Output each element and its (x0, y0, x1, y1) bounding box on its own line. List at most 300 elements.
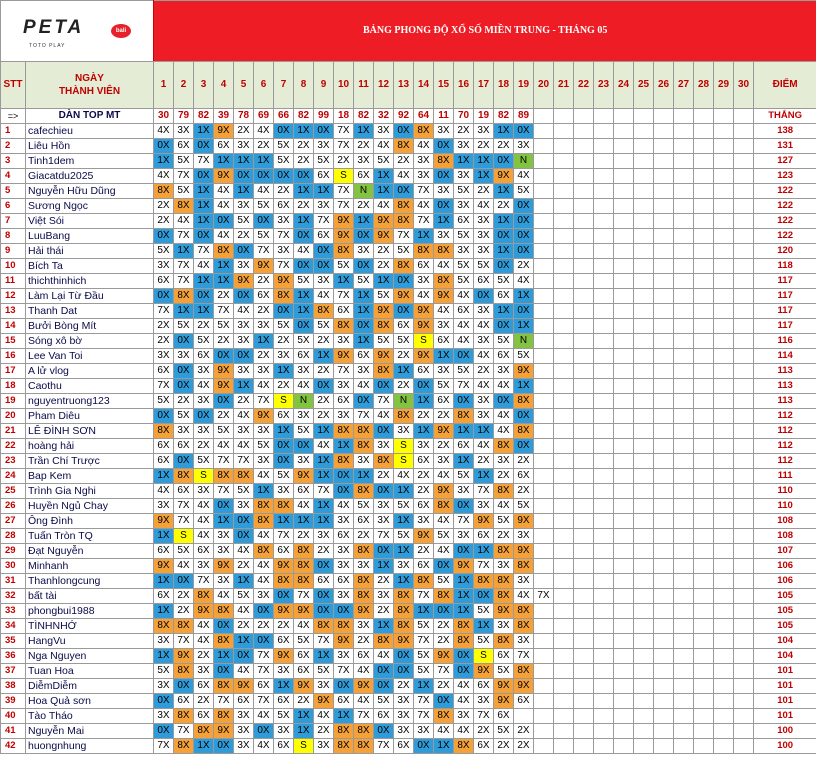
row-day-cell: 0X (514, 199, 534, 214)
row-day-cell: 0X (214, 499, 234, 514)
row-day-cell (574, 454, 594, 469)
row-day-cell: 2X (274, 184, 294, 199)
row-day-cell (574, 364, 594, 379)
row-day-cell: 8X (314, 619, 334, 634)
row-day-cell: 5X (174, 409, 194, 424)
row-day-cell (654, 559, 674, 574)
row-day-cell (614, 739, 634, 754)
row-day-cell: 8X (494, 589, 514, 604)
row-day-cell: 1X (194, 739, 214, 754)
row-day-cell (734, 154, 754, 169)
row-day-cell: 3X (194, 364, 214, 379)
row-day-cell: 2X (494, 199, 514, 214)
row-day-cell (594, 409, 614, 424)
table-row (1, 649, 816, 664)
dan-value (694, 109, 714, 124)
row-day-cell: 6X (494, 349, 514, 364)
row-day-cell (654, 454, 674, 469)
row-day-cell (694, 364, 714, 379)
row-day-cell: 3X (414, 724, 434, 739)
row-day-cell: 0X (274, 454, 294, 469)
row-day-cell (594, 244, 614, 259)
row-day-cell (694, 259, 714, 274)
row-day-cell: 5X (174, 319, 194, 334)
row-day-cell (534, 424, 554, 439)
row-day-cell: 0X (394, 274, 414, 289)
row-day-cell: 2X (314, 409, 334, 424)
row-day-cell (714, 454, 734, 469)
row-day-cell (734, 259, 754, 274)
page-title: BẢNG PHONG ĐỘ XỔ SỐ MIỀN TRUNG - THÁNG 05 (154, 1, 816, 62)
row-day-cell: 7X (414, 214, 434, 229)
row-day-cell: N (394, 394, 414, 409)
row-day-cell: 8X (314, 304, 334, 319)
row-day-cell: 7X (254, 244, 274, 259)
row-day-cell: 3X (474, 394, 494, 409)
row-day-cell (634, 739, 654, 754)
row-day-cell: 0X (434, 694, 454, 709)
row-day-cell: 3X (434, 124, 454, 139)
row-day-cell (574, 169, 594, 184)
row-day-cell: 2X (394, 679, 414, 694)
row-day-cell: 4X (354, 694, 374, 709)
row-day-cell (594, 424, 614, 439)
dan-value: 30 (154, 109, 174, 124)
row-day-cell: 8X (374, 319, 394, 334)
row-day-cell: 2X (294, 199, 314, 214)
row-day-cell: 0X (174, 454, 194, 469)
row-day-cell (714, 199, 734, 214)
header-date-member (26, 62, 154, 109)
row-stt: 11 (1, 274, 26, 289)
row-day-cell: 1X (414, 394, 434, 409)
row-day-cell: 9X (354, 604, 374, 619)
row-day-cell: 0X (294, 229, 314, 244)
row-day-cell: 4X (194, 379, 214, 394)
row-day-cell: 2X (494, 139, 514, 154)
row-day-cell: 0X (394, 124, 414, 139)
row-day-cell: 3X (354, 619, 374, 634)
row-day-cell: 7X (334, 124, 354, 139)
row-day-cell: 0X (214, 214, 234, 229)
row-day-cell: 9X (254, 259, 274, 274)
row-day-cell: 0X (334, 484, 354, 499)
row-day-cell: 0X (254, 724, 274, 739)
row-day-cell: 2X (514, 454, 534, 469)
row-member-name: Bích Ta (26, 259, 154, 274)
row-day-cell (694, 334, 714, 349)
row-day-cell (694, 274, 714, 289)
row-member-name: Thanh Dat (26, 304, 154, 319)
row-day-cell: 2X (474, 724, 494, 739)
row-day-cell: 3X (434, 364, 454, 379)
row-day-cell: 3X (234, 499, 254, 514)
row-score: 105 (754, 619, 816, 634)
row-day-cell (634, 439, 654, 454)
row-day-cell (694, 634, 714, 649)
row-day-cell: S (274, 394, 294, 409)
row-day-cell: 6X (414, 454, 434, 469)
row-day-cell: 0X (514, 439, 534, 454)
row-day-cell (634, 619, 654, 634)
row-day-cell (554, 604, 574, 619)
row-day-cell (694, 514, 714, 529)
row-day-cell (534, 169, 554, 184)
row-day-cell: 8X (414, 124, 434, 139)
row-day-cell: 5X (454, 259, 474, 274)
row-day-cell: 7X (374, 529, 394, 544)
row-day-cell (734, 454, 754, 469)
row-day-cell (534, 439, 554, 454)
row-day-cell: 7X (414, 184, 434, 199)
row-day-cell: 1X (294, 709, 314, 724)
row-day-cell (534, 274, 554, 289)
row-day-cell: 9X (334, 349, 354, 364)
row-day-cell: 2X (514, 724, 534, 739)
row-day-cell: 0X (454, 394, 474, 409)
row-day-cell: 3X (474, 214, 494, 229)
row-day-cell (574, 649, 594, 664)
row-day-cell: 6X (434, 394, 454, 409)
row-day-cell: 3X (354, 559, 374, 574)
row-day-cell: 5X (474, 634, 494, 649)
row-day-cell: 8X (234, 469, 254, 484)
row-day-cell: 6X (334, 304, 354, 319)
row-day-cell: 9X (514, 514, 534, 529)
row-day-cell: 8X (394, 409, 414, 424)
row-day-cell: 4X (474, 199, 494, 214)
row-day-cell: 2X (194, 319, 214, 334)
header-score: ĐIỂM (754, 62, 816, 109)
row-day-cell: 1X (454, 454, 474, 469)
title-row (1, 1, 816, 62)
row-day-cell (734, 394, 754, 409)
row-day-cell (674, 409, 694, 424)
row-day-cell (654, 289, 674, 304)
row-member-name: phongbui1988 (26, 604, 154, 619)
row-day-cell (614, 394, 634, 409)
row-day-cell: 1X (454, 154, 474, 169)
row-day-cell: 2X (314, 364, 334, 379)
row-stt: 30 (1, 559, 26, 574)
row-day-cell: 1X (234, 184, 254, 199)
row-day-cell: 5X (314, 664, 334, 679)
row-day-cell: 9X (474, 514, 494, 529)
row-day-cell (734, 439, 754, 454)
row-score: 127 (754, 154, 816, 169)
row-day-cell (694, 139, 714, 154)
row-score: 113 (754, 364, 816, 379)
row-member-name: LÊ ĐÌNH SƠN (26, 424, 154, 439)
row-score: 122 (754, 199, 816, 214)
row-day-cell (714, 169, 734, 184)
row-day-cell (674, 184, 694, 199)
row-member-name: Nga Nguyen (26, 649, 154, 664)
row-day-cell (654, 649, 674, 664)
row-day-cell (674, 394, 694, 409)
row-day-cell (614, 484, 634, 499)
row-day-cell: 0X (354, 319, 374, 334)
row-day-cell: 9X (294, 469, 314, 484)
row-score: 113 (754, 394, 816, 409)
row-day-cell: 6X (334, 574, 354, 589)
row-day-cell: 3X (214, 529, 234, 544)
row-day-cell: 7X (194, 154, 214, 169)
row-day-cell (734, 604, 754, 619)
row-day-cell: 6X (494, 649, 514, 664)
row-day-cell: 3X (374, 589, 394, 604)
row-day-cell: 8X (334, 724, 354, 739)
row-day-cell (554, 469, 574, 484)
row-day-cell: 0X (234, 349, 254, 364)
row-day-cell: 3X (374, 514, 394, 529)
row-day-cell: 0X (354, 259, 374, 274)
row-day-cell (694, 184, 714, 199)
row-day-cell: 3X (334, 589, 354, 604)
row-day-cell: 8X (294, 559, 314, 574)
row-day-cell: 8X (334, 319, 354, 334)
row-day-cell (574, 589, 594, 604)
row-stt: 6 (1, 199, 26, 214)
row-day-cell (574, 619, 594, 634)
row-day-cell: 9X (514, 364, 534, 379)
row-day-cell: 1X (294, 514, 314, 529)
row-day-cell: 7X (314, 484, 334, 499)
row-day-cell: 0X (514, 304, 534, 319)
row-day-cell: 4X (294, 619, 314, 634)
row-day-cell: 3X (334, 379, 354, 394)
row-day-cell: 3X (354, 454, 374, 469)
row-day-cell: 0X (514, 214, 534, 229)
row-day-cell: 8X (394, 589, 414, 604)
row-day-cell (614, 304, 634, 319)
row-member-name: Pham Diêu (26, 409, 154, 424)
row-day-cell (534, 199, 554, 214)
row-day-cell (714, 334, 734, 349)
row-day-cell: 8X (254, 514, 274, 529)
row-day-cell: 6X (274, 199, 294, 214)
row-day-cell: 8X (334, 739, 354, 754)
row-day-cell: 0X (174, 364, 194, 379)
row-day-cell: 0X (314, 559, 334, 574)
row-day-cell (574, 259, 594, 274)
row-day-cell (714, 709, 734, 724)
row-day-cell: 2X (294, 139, 314, 154)
row-day-cell: 9X (314, 694, 334, 709)
row-day-cell: 5X (214, 319, 234, 334)
row-day-cell: 8X (174, 469, 194, 484)
row-member-name: Trình Gia Nghi (26, 484, 154, 499)
row-day-cell: 3X (274, 244, 294, 259)
row-day-cell: 3X (194, 484, 214, 499)
row-day-cell: 3X (314, 199, 334, 214)
row-day-cell (674, 499, 694, 514)
row-day-cell: 8X (414, 244, 434, 259)
row-stt: 27 (1, 514, 26, 529)
row-day-cell (694, 424, 714, 439)
row-day-cell: 0X (234, 289, 254, 304)
row-day-cell: 1X (494, 184, 514, 199)
row-day-cell (734, 334, 754, 349)
row-day-cell: 3X (434, 319, 454, 334)
row-day-cell (634, 574, 654, 589)
row-day-cell: 1X (454, 604, 474, 619)
row-day-cell: 8X (494, 439, 514, 454)
row-day-cell: 1X (314, 184, 334, 199)
row-day-cell (734, 244, 754, 259)
row-day-cell (694, 214, 714, 229)
row-day-cell: 0X (274, 439, 294, 454)
header-day: 23 (594, 62, 614, 109)
row-day-cell (694, 124, 714, 139)
row-day-cell (614, 454, 634, 469)
row-day-cell: S (294, 739, 314, 754)
row-day-cell: 7X (334, 664, 354, 679)
row-member-name: Sóng xô bờ (26, 334, 154, 349)
row-day-cell (674, 274, 694, 289)
row-day-cell (714, 484, 734, 499)
row-day-cell: 6X (234, 694, 254, 709)
row-day-cell: 1X (174, 304, 194, 319)
row-day-cell (654, 679, 674, 694)
row-day-cell: 7X (174, 274, 194, 289)
row-day-cell: 1X (234, 154, 254, 169)
row-day-cell (674, 484, 694, 499)
row-day-cell: 8X (354, 589, 374, 604)
row-day-cell: 0X (254, 214, 274, 229)
row-day-cell: 3X (174, 349, 194, 364)
row-day-cell: 2X (474, 454, 494, 469)
row-day-cell: 3X (254, 424, 274, 439)
row-day-cell: 3X (314, 739, 334, 754)
row-day-cell (654, 184, 674, 199)
row-day-cell: 3X (234, 334, 254, 349)
row-day-cell: 7X (274, 229, 294, 244)
row-day-cell (574, 349, 594, 364)
row-day-cell (634, 124, 654, 139)
row-day-cell: 0X (434, 199, 454, 214)
row-day-cell: 5X (254, 439, 274, 454)
row-day-cell: 9X (494, 604, 514, 619)
row-day-cell (574, 439, 594, 454)
row-day-cell (694, 604, 714, 619)
row-day-cell: 9X (374, 304, 394, 319)
row-day-cell (654, 604, 674, 619)
row-day-cell: 7X (314, 214, 334, 229)
row-day-cell: 2X (234, 394, 254, 409)
row-day-cell: 7X (194, 244, 214, 259)
row-day-cell (694, 304, 714, 319)
row-day-cell: 6X (274, 694, 294, 709)
row-day-cell (634, 694, 654, 709)
row-day-cell (634, 349, 654, 364)
row-day-cell: 5X (174, 184, 194, 199)
row-stt: 19 (1, 394, 26, 409)
row-day-cell (634, 184, 654, 199)
row-day-cell (534, 184, 554, 199)
row-stt: 13 (1, 304, 26, 319)
row-day-cell: 3X (314, 679, 334, 694)
row-day-cell: 7X (334, 289, 354, 304)
row-score: 108 (754, 514, 816, 529)
row-day-cell: 3X (514, 574, 534, 589)
dan-value: 89 (514, 109, 534, 124)
row-day-cell: 6X (474, 679, 494, 694)
row-day-cell (574, 139, 594, 154)
row-day-cell: 7X (414, 634, 434, 649)
row-day-cell (594, 259, 614, 274)
row-day-cell: 5X (374, 289, 394, 304)
row-day-cell: 1X (274, 364, 294, 379)
row-day-cell (534, 529, 554, 544)
row-day-cell: 0X (294, 439, 314, 454)
row-stt: 38 (1, 679, 26, 694)
row-member-name: Việt Sói (26, 214, 154, 229)
row-day-cell (674, 514, 694, 529)
row-score: 112 (754, 439, 816, 454)
row-day-cell: 9X (474, 664, 494, 679)
row-day-cell: 4X (254, 739, 274, 754)
row-day-cell: 2X (294, 694, 314, 709)
row-day-cell (654, 169, 674, 184)
row-day-cell: 1X (414, 424, 434, 439)
row-day-cell (694, 559, 714, 574)
row-day-cell: 2X (194, 439, 214, 454)
table-row (1, 139, 816, 154)
row-day-cell (594, 289, 614, 304)
row-day-cell (674, 649, 694, 664)
row-day-cell: 5X (474, 604, 494, 619)
header-thanh-vien: THÀNH VIÊN (58, 86, 121, 97)
row-day-cell (614, 439, 634, 454)
row-score: 114 (754, 349, 816, 364)
row-day-cell (734, 724, 754, 739)
row-day-cell (534, 739, 554, 754)
row-day-cell: 2X (414, 484, 434, 499)
row-day-cell (694, 619, 714, 634)
row-day-cell: 3X (334, 544, 354, 559)
row-day-cell: 9X (334, 229, 354, 244)
row-day-cell: 2X (474, 364, 494, 379)
row-day-cell: 3X (514, 634, 534, 649)
row-day-cell: 6X (474, 274, 494, 289)
row-day-cell: 7X (334, 364, 354, 379)
row-day-cell: 6X (454, 304, 474, 319)
row-day-cell: 8X (354, 439, 374, 454)
header-day: 12 (374, 62, 394, 109)
row-day-cell (654, 409, 674, 424)
row-day-cell: 1X (314, 454, 334, 469)
row-day-cell: 6X (354, 649, 374, 664)
row-day-cell (594, 184, 614, 199)
row-day-cell: 1X (294, 289, 314, 304)
row-day-cell: 8X (174, 709, 194, 724)
row-day-cell: 8X (334, 619, 354, 634)
row-day-cell: 8X (294, 574, 314, 589)
row-day-cell (634, 364, 654, 379)
row-day-cell: 8X (394, 259, 414, 274)
row-day-cell: 7X (194, 574, 214, 589)
row-day-cell (614, 409, 634, 424)
row-day-cell (554, 589, 574, 604)
row-day-cell: 4X (174, 559, 194, 574)
row-day-cell: 4X (194, 619, 214, 634)
row-day-cell: 0X (314, 259, 334, 274)
row-day-cell: 2X (254, 304, 274, 319)
row-day-cell: 7X (414, 694, 434, 709)
row-day-cell: 4X (234, 304, 254, 319)
row-day-cell: 0X (294, 259, 314, 274)
